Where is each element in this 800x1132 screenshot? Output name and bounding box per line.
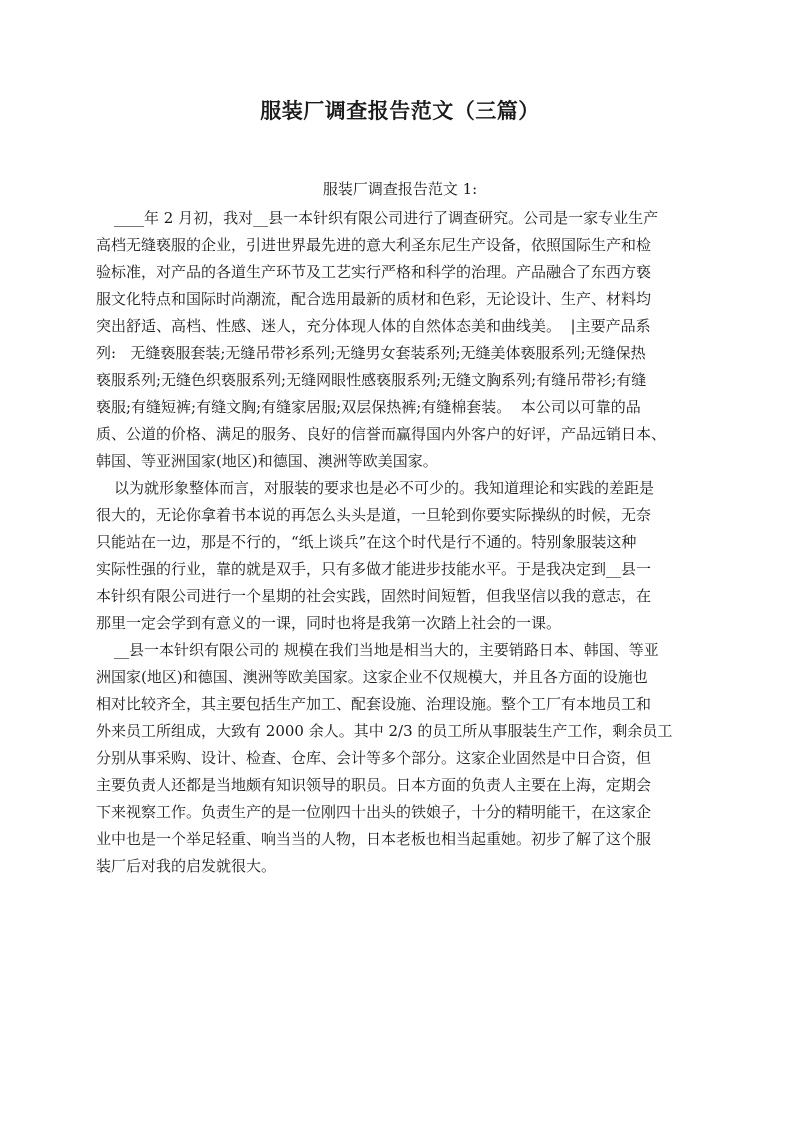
paragraph-2-line: 本针织有限公司进行一个星期的社会实践，固然时间短暂，但我坚信以我的意志，在 <box>96 587 652 605</box>
body-text <box>96 205 716 880</box>
paragraph-3-line: 相对比较齐全，其主要包括生产加工、配套设施、治理设施。整个工厂有本地员工和 <box>96 695 652 713</box>
paragraph-2-line: 很大的，无论你拿着书本说的再怎么头头是道，一旦轮到你要实际操纵的时候，无奈 <box>96 506 652 524</box>
paragraph-2-line: 实际性强的行业，靠的就是双手，只有多做才能进步技能水平。于是我决定到__县一 <box>96 560 652 578</box>
section-heading: 服装厂调查报告范文 1: <box>322 180 478 198</box>
paragraph-1-line: 亵服;有缝短裤;有缝文胸;有缝家居服;双层保热裤;有缝棉套装。 本公司以可靠的品 <box>96 398 641 416</box>
paragraph-2-line: 那里一定会学到有意义的一课，同时也将是我第一次踏上社会的一课。 <box>96 614 562 632</box>
paragraph-3-line: 主要负责人还都是当地颇有知识领导的职员。日本方面的负责人主要在上海，定期会 <box>96 776 652 794</box>
paragraph-3-line: 洲国家(地区)和德国、澳洲等欧美国家。这家企业不仅规模大，并且各方面的设施也 <box>96 668 648 686</box>
paragraph-1-line: 亵服系列;无缝色织亵服系列;无缝网眼性感亵服系列;无缝文胸系列;有缝吊带衫;有缝 <box>96 371 647 389</box>
paragraph-1-line: 韩国、等亚洲国家(地区)和德国、澳洲等欧美国家。 <box>96 452 438 470</box>
paragraph-1-line: 服文化特点和国际时尚潮流，配合选用最新的质材和色彩，无论设计、生产、材料均 <box>96 290 652 308</box>
document-title: 服装厂调查报告范文（三篇） <box>260 98 540 123</box>
paragraph-1-line: 验标准，对产品的各道生产环节及工艺实行严格和科学的治理。产品融合了东西方亵 <box>96 263 652 281</box>
paragraph-3-line: __县一本针织有限公司的 规模在我们当地是相当大的，主要销路日本、韩国、等亚 <box>114 641 659 659</box>
paragraph-2-line: 只能站在一边，那是不行的，“纸上谈兵”在这个时代是行不通的。特别象服装这种 <box>96 533 637 551</box>
paragraph-1-line: 质、公道的价格、满足的服务、良好的信誉而赢得国内外客户的好评，产品远销日本、 <box>96 425 667 443</box>
paragraph-3-line: 外来员工所组成，大致有 2000 余人。其中 2/3 的员工所从事服装生产工作，剩余员工 <box>96 722 673 740</box>
paragraph-3-line: 业中也是一个举足轻重、响当当的人物，日本老板也相当起重她。初步了解了这个服 <box>96 830 652 848</box>
paragraph-1-line: ____年 2 月初，我对__县一本针织有限公司进行了调查研究。公司是一家专业生产 <box>114 209 659 227</box>
paragraph-1-line: 高档无缝亵服的企业，引进世界最先进的意大利圣东尼生产设备，依照国际生产和检 <box>96 236 652 254</box>
paragraph-3-line: 装厂后对我的启发就很大。 <box>96 857 277 875</box>
paragraph-3-line: 分别从事采购、设计、检查、仓库、会计等多个部分。这家企业固然是中日合资，但 <box>96 749 652 767</box>
paragraph-1-line: 列: 无缝亵服套装;无缝吊带衫系列;无缝男女套装系列;无缝美体亵服系列;无缝保热 <box>96 344 646 362</box>
paragraph-2-line: 以为就形象整体而言，对服装的要求也是必不可少的。我知道理论和实践的差距是 <box>114 479 655 497</box>
paragraph-3-line: 下来视察工作。负责生产的是一位刚四十出头的铁娘子，十分的精明能干，在这家企 <box>96 803 652 821</box>
paragraph-1-line: 突出舒适、高档、性感、迷人，充分体现人体的自然体态美和曲线美。 |主要产品系 <box>96 317 651 335</box>
